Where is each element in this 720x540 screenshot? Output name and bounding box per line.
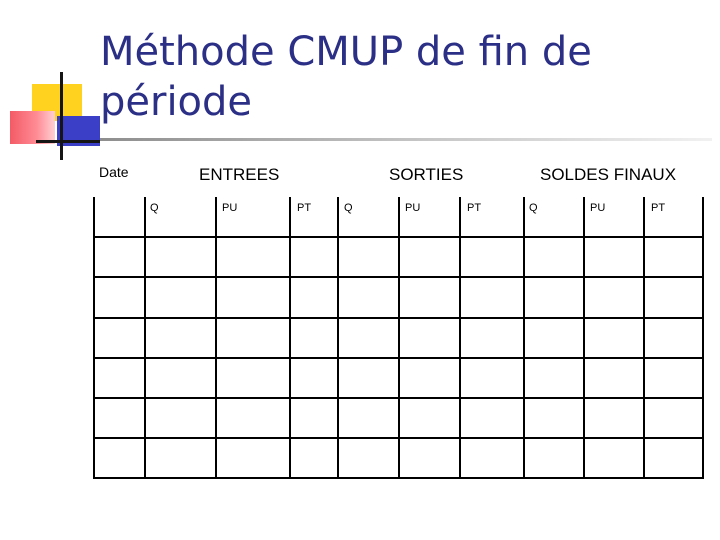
header-soldes-finaux: SOLDES FINAUX <box>540 165 677 184</box>
header-date: Date <box>99 164 129 180</box>
slide-title: Méthode CMUP de fin de période <box>100 29 592 125</box>
subheader-soldes-pt: PT <box>651 202 666 214</box>
subheader-entrees-pu: PU <box>222 202 238 214</box>
subheader-entrees-q: Q <box>150 202 159 214</box>
subheader-sorties-pt: PT <box>467 202 482 214</box>
header-sorties: SORTIES <box>389 165 464 184</box>
subheader-soldes-q: Q <box>529 202 538 214</box>
subheader-entrees-pt: PT <box>297 202 312 214</box>
header-entrees: ENTREES <box>199 165 280 184</box>
subheader-sorties-pu: PU <box>405 202 421 214</box>
subheader-soldes-pu: PU <box>590 202 606 214</box>
subheader-sorties-q: Q <box>344 202 353 214</box>
